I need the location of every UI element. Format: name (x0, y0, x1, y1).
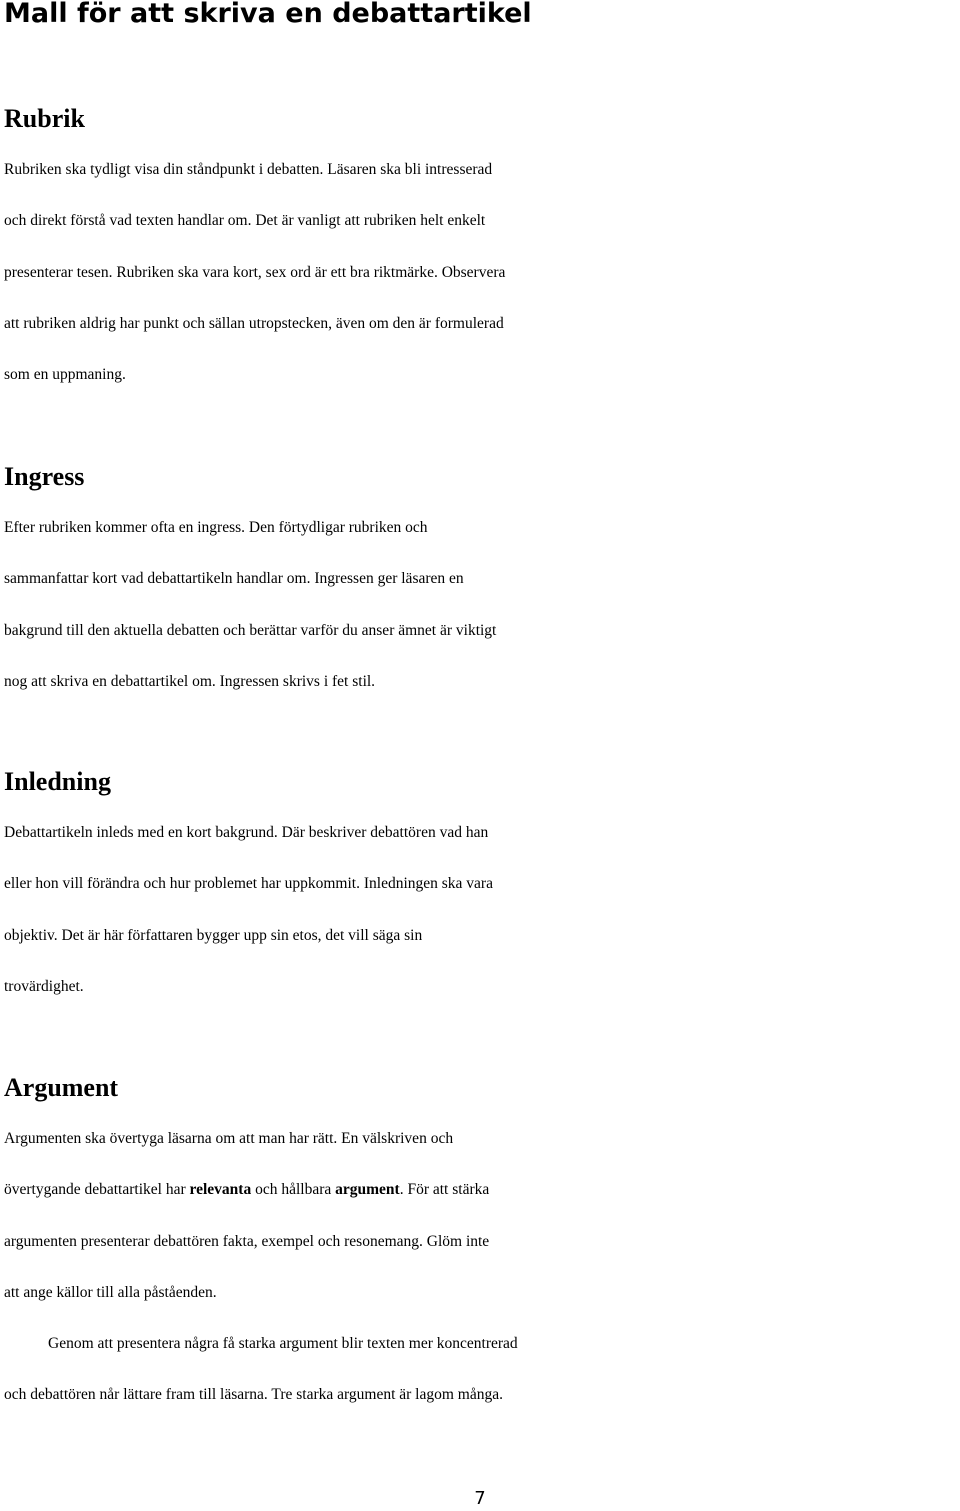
document-title: Mall för att skriva en debattartikel (4, 0, 532, 29)
section-heading: Inledning (4, 767, 111, 796)
paragraph-line: Argumenten ska övertyga läsarna om att man har rätt. En välskriven och (4, 1130, 454, 1148)
paragraph-line: nog att skriva en debattartikel om. Ingressen skrivs i fet stil. (4, 672, 376, 690)
paragraph-line: argumenten presenterar debattören fakta, exempel och resonemang. Glöm inte (4, 1232, 490, 1250)
section-argument (4, 1062, 960, 1420)
section-ingress (4, 451, 960, 707)
page-number: 7 (474, 1488, 486, 1509)
paragraph-line: eller hon vill förändra och hur problemet har uppkommit. Inledningen ska vara (4, 875, 493, 893)
section-heading: Rubrik (4, 104, 85, 133)
paragraph-line: objektiv. Det är här författaren bygger upp sin etos, det vill säga sin (4, 926, 423, 944)
paragraph-line: sammanfattar kort vad debattartikeln handlar om. Ingressen ger läsaren en (4, 570, 464, 588)
paragraph-line: som en uppmaning. (4, 365, 126, 383)
paragraph-line: Debattartikeln inleds med en kort bakgrund. Där beskriver debattören vad han (4, 824, 489, 842)
paragraph-line-indented: Genom att presentera några få starka argument blir texten mer koncentrerad (48, 1334, 518, 1352)
paragraph-line: Efter rubriken kommer ofta en ingress. Den förtydligar rubriken och (4, 519, 428, 537)
paragraph-line: bakgrund till den aktuella debatten och berättar varför du anser ämnet är viktigt (4, 621, 497, 639)
paragraph-line: Rubriken ska tydligt visa din ståndpunkt i debatten. Läsaren ska bli intresserad (4, 161, 493, 179)
paragraph-line: att rubriken aldrig har punkt och sällan utropstecken, även om den är formulerad (4, 314, 504, 332)
section-inledning (4, 756, 960, 1012)
section-heading: Argument (4, 1073, 119, 1102)
bold-term-relevanta: relevanta (189, 1181, 252, 1199)
text-run: och hållbara (251, 1181, 336, 1199)
section-rubrik (4, 93, 960, 400)
paragraph-line: och direkt förstå vad texten handlar om. Det är vanligt att rubriken helt enkelt (4, 212, 486, 230)
text-run: . För att stärka (399, 1181, 490, 1199)
text-run: övertygande debattartikel har (4, 1181, 190, 1199)
bold-term-argument: argument (335, 1181, 400, 1199)
paragraph-line (4, 1164, 960, 1215)
paragraph-line: presenterar tesen. Rubriken ska vara kort, sex ord är ett bra riktmärke. Observera (4, 263, 506, 281)
paragraph-line: att ange källor till alla påståenden. (4, 1283, 217, 1301)
paragraph-line: och debattören når lättare fram till läsarna. Tre starka argument är lagom många. (4, 1386, 503, 1404)
paragraph-line: trovärdighet. (4, 977, 84, 995)
section-heading: Ingress (4, 462, 85, 491)
